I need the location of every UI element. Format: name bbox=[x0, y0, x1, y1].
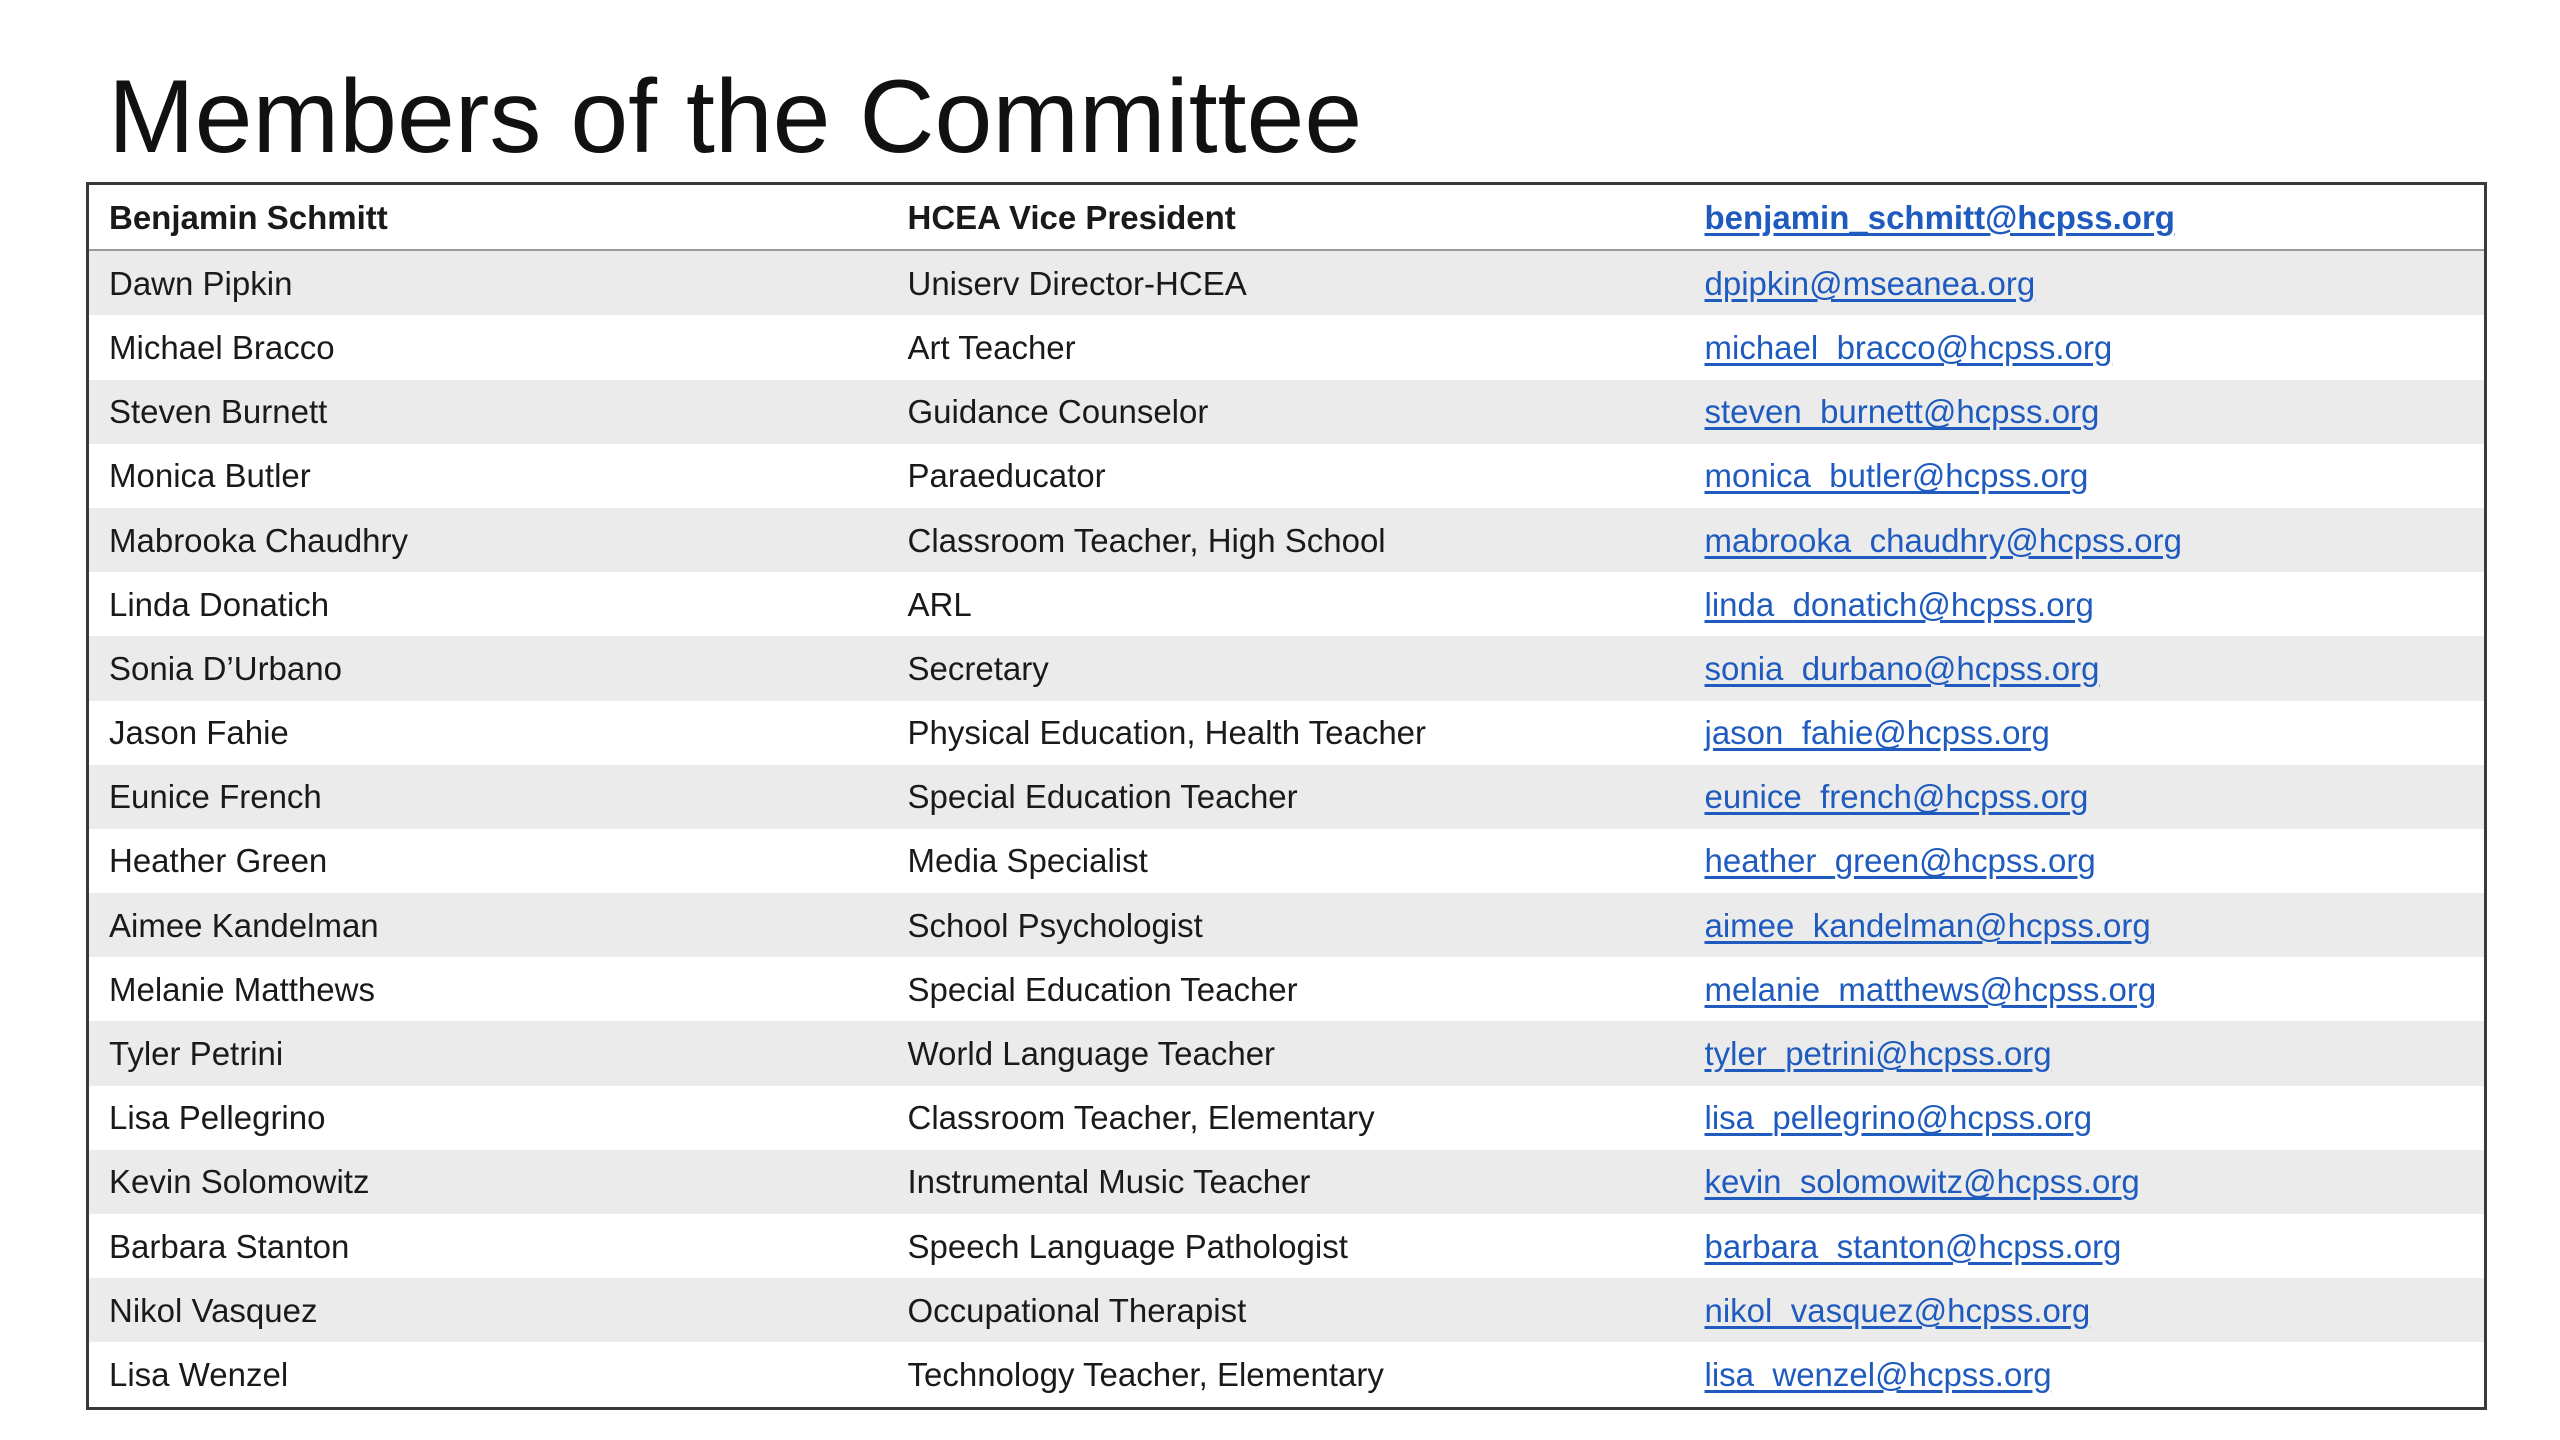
table-row bbox=[88, 1150, 2486, 1214]
member-role: Art Teacher bbox=[888, 315, 1685, 379]
member-role: HCEA Vice President bbox=[888, 184, 1685, 251]
committee-table bbox=[86, 182, 2487, 1410]
member-role: Instrumental Music Teacher bbox=[888, 1150, 1685, 1214]
table-row bbox=[88, 1214, 2486, 1278]
table-row bbox=[88, 893, 2486, 957]
table-row bbox=[88, 765, 2486, 829]
member-email-cell bbox=[1685, 1150, 2486, 1214]
member-email-link[interactable]: lisa_pellegrino@hcpss.org bbox=[1704, 1099, 2093, 1137]
member-name: Lisa Pellegrino bbox=[88, 1086, 888, 1150]
member-email-cell bbox=[1685, 1021, 2486, 1085]
table-row bbox=[88, 380, 2486, 444]
table-row bbox=[88, 701, 2486, 765]
member-email-link[interactable]: michael_bracco@hcpss.org bbox=[1704, 328, 2113, 366]
member-role: Guidance Counselor bbox=[888, 380, 1685, 444]
member-name: Sonia D’Urbano bbox=[88, 636, 888, 700]
member-email-cell bbox=[1685, 1214, 2486, 1278]
member-email-link[interactable]: heather_green@hcpss.org bbox=[1704, 842, 2096, 880]
member-email-cell bbox=[1685, 380, 2486, 444]
member-email-cell bbox=[1685, 508, 2486, 572]
member-email-cell bbox=[1685, 765, 2486, 829]
member-name: Benjamin Schmitt bbox=[88, 184, 888, 251]
member-email-cell bbox=[1685, 444, 2486, 508]
member-name: Melanie Matthews bbox=[88, 957, 888, 1021]
member-name: Mabrooka Chaudhry bbox=[88, 508, 888, 572]
table-header-row bbox=[88, 184, 2486, 251]
member-name: Eunice French bbox=[88, 765, 888, 829]
member-role: Paraeducator bbox=[888, 444, 1685, 508]
member-role: Classroom Teacher, High School bbox=[888, 508, 1685, 572]
member-role: Secretary bbox=[888, 636, 1685, 700]
member-email-link[interactable]: dpipkin@mseanea.org bbox=[1704, 264, 2036, 302]
table-row bbox=[88, 250, 2486, 315]
table-row bbox=[88, 444, 2486, 508]
table-row bbox=[88, 1278, 2486, 1342]
member-email-cell bbox=[1685, 315, 2486, 379]
member-email-cell bbox=[1685, 636, 2486, 700]
member-email-link[interactable]: barbara_stanton@hcpss.org bbox=[1704, 1227, 2122, 1265]
member-email-cell bbox=[1685, 184, 2486, 251]
member-email-cell bbox=[1685, 893, 2486, 957]
member-role: Media Specialist bbox=[888, 829, 1685, 893]
member-role: Special Education Teacher bbox=[888, 957, 1685, 1021]
table-row bbox=[88, 572, 2486, 636]
table-row bbox=[88, 1086, 2486, 1150]
member-role: Occupational Therapist bbox=[888, 1278, 1685, 1342]
member-email-link[interactable]: steven_burnett@hcpss.org bbox=[1704, 393, 2100, 431]
member-role: World Language Teacher bbox=[888, 1021, 1685, 1085]
slide-title: Members of the Committee bbox=[108, 59, 1363, 175]
member-role: Physical Education, Health Teacher bbox=[888, 701, 1685, 765]
member-name: Michael Bracco bbox=[88, 315, 888, 379]
member-name: Heather Green bbox=[88, 829, 888, 893]
member-email-cell bbox=[1685, 572, 2486, 636]
member-email-link[interactable]: tyler_petrini@hcpss.org bbox=[1704, 1035, 2052, 1073]
member-email-cell bbox=[1685, 1278, 2486, 1342]
member-email-link[interactable]: linda_donatich@hcpss.org bbox=[1704, 585, 2094, 623]
member-email-link[interactable]: mabrooka_chaudhry@hcpss.org bbox=[1704, 521, 2182, 559]
member-role: Technology Teacher, Elementary bbox=[888, 1342, 1685, 1408]
member-email-link[interactable]: benjamin_schmitt@hcpss.org bbox=[1704, 198, 2175, 236]
member-name: Dawn Pipkin bbox=[88, 250, 888, 315]
member-name: Barbara Stanton bbox=[88, 1214, 888, 1278]
member-email-link[interactable]: kevin_solomowitz@hcpss.org bbox=[1704, 1163, 2140, 1201]
member-role: Special Education Teacher bbox=[888, 765, 1685, 829]
member-email-cell bbox=[1685, 829, 2486, 893]
member-name: Nikol Vasquez bbox=[88, 1278, 888, 1342]
member-email-link[interactable]: nikol_vasquez@hcpss.org bbox=[1704, 1291, 2091, 1329]
table-row bbox=[88, 315, 2486, 379]
member-name: Lisa Wenzel bbox=[88, 1342, 888, 1408]
member-role: School Psychologist bbox=[888, 893, 1685, 957]
member-name: Steven Burnett bbox=[88, 380, 888, 444]
member-rows bbox=[88, 184, 2486, 1409]
member-email-cell bbox=[1685, 1342, 2486, 1408]
member-role: Classroom Teacher, Elementary bbox=[888, 1086, 1685, 1150]
member-email-cell bbox=[1685, 250, 2486, 315]
member-role: ARL bbox=[888, 572, 1685, 636]
member-email-link[interactable]: eunice_french@hcpss.org bbox=[1704, 778, 2089, 816]
member-email-cell bbox=[1685, 1086, 2486, 1150]
member-name: Aimee Kandelman bbox=[88, 893, 888, 957]
member-role: Uniserv Director-HCEA bbox=[888, 250, 1685, 315]
member-email-link[interactable]: jason_fahie@hcpss.org bbox=[1704, 714, 2050, 752]
member-name: Kevin Solomowitz bbox=[88, 1150, 888, 1214]
member-email-link[interactable]: sonia_durbano@hcpss.org bbox=[1704, 649, 2100, 687]
table-row bbox=[88, 957, 2486, 1021]
table-row bbox=[88, 508, 2486, 572]
table-row bbox=[88, 636, 2486, 700]
member-email-link[interactable]: aimee_kandelman@hcpss.org bbox=[1704, 906, 2151, 944]
member-role: Speech Language Pathologist bbox=[888, 1214, 1685, 1278]
member-email-link[interactable]: monica_butler@hcpss.org bbox=[1704, 457, 2089, 495]
member-email-cell bbox=[1685, 701, 2486, 765]
table-row bbox=[88, 1342, 2486, 1408]
table-row bbox=[88, 829, 2486, 893]
member-email-link[interactable]: lisa_wenzel@hcpss.org bbox=[1704, 1355, 2052, 1393]
member-email-cell bbox=[1685, 957, 2486, 1021]
member-name: Linda Donatich bbox=[88, 572, 888, 636]
table-row bbox=[88, 1021, 2486, 1085]
member-name: Monica Butler bbox=[88, 444, 888, 508]
member-name: Tyler Petrini bbox=[88, 1021, 888, 1085]
member-email-link[interactable]: melanie_matthews@hcpss.org bbox=[1704, 970, 2157, 1008]
member-name: Jason Fahie bbox=[88, 701, 888, 765]
